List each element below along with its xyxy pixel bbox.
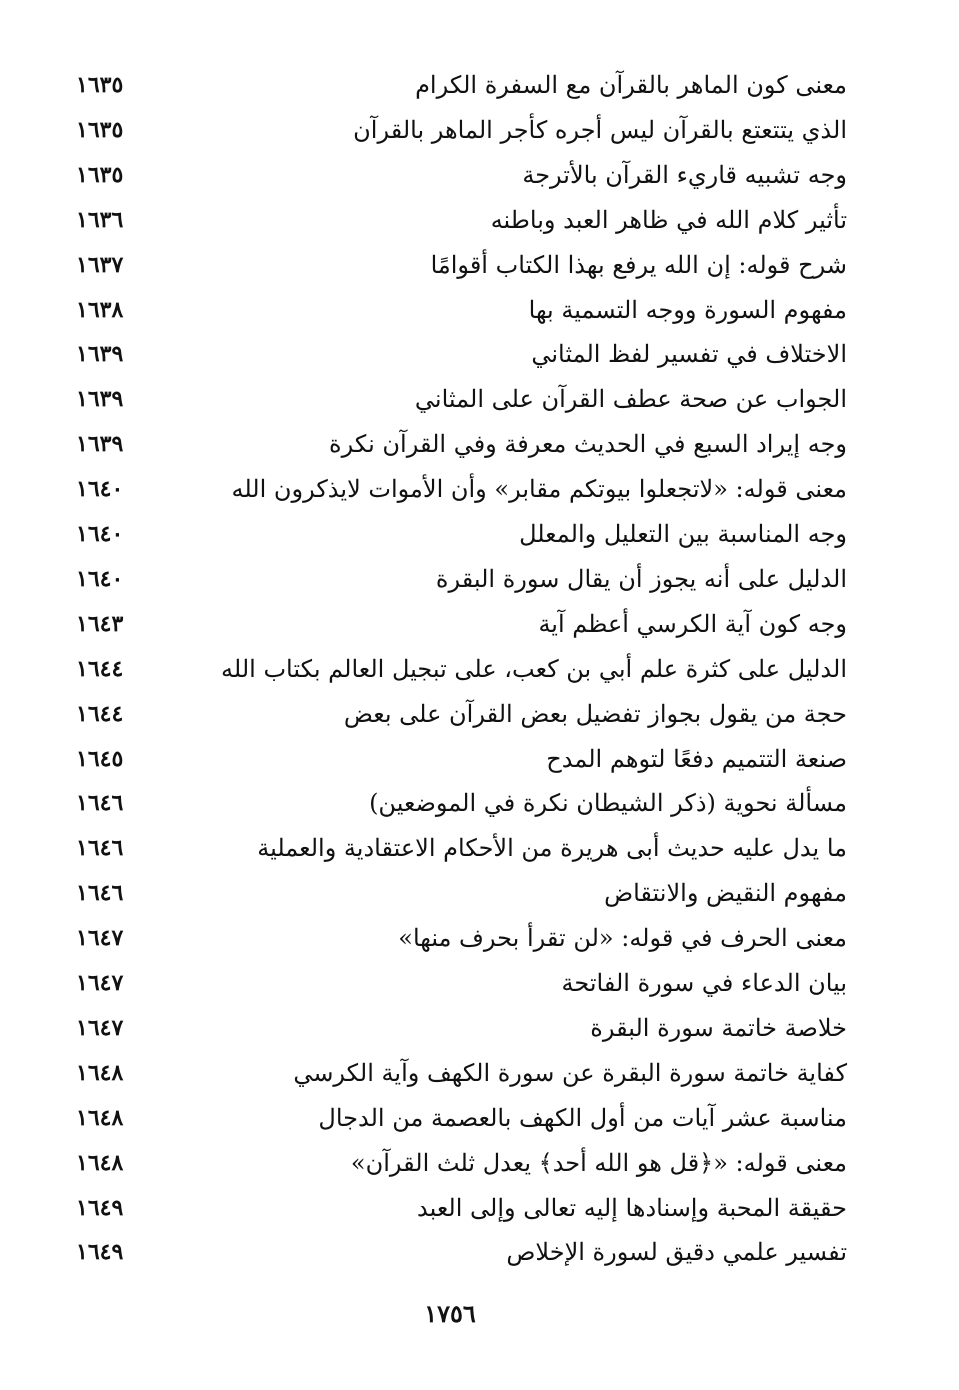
toc-entry	[0, 557, 959, 602]
toc-entry	[0, 1141, 959, 1186]
toc-entry	[0, 1096, 959, 1141]
toc-entry-page: ١٦٤٨	[76, 1104, 124, 1131]
toc-entry-title: تأثير كلام الله في ظاهر العبد وباطنه	[490, 205, 847, 234]
toc-entry-page: ١٦٣٩	[76, 431, 124, 458]
toc-entry-title: الاختلاف في تفسير لفظ المثاني	[531, 340, 847, 369]
toc-entry	[0, 1051, 959, 1096]
toc-entry	[0, 647, 959, 692]
toc-entry-page: ١٦٣٧	[76, 251, 124, 278]
toc-entry-page: ١٦٣٥	[76, 161, 124, 188]
toc-entry-page: ١٦٣٥	[76, 72, 124, 98]
toc-entry-page: ١٦٤٣	[76, 610, 124, 637]
toc-entry	[0, 916, 959, 961]
toc-entry-page: ١٦٤٩	[76, 1239, 124, 1266]
toc-entry-page: ١٦٤٦	[76, 790, 124, 817]
toc-entry-title: تفسير علمي دقيق لسورة الإخلاص	[506, 1238, 847, 1267]
toc-entry	[0, 871, 959, 916]
toc-entry-page: ١٦٤٦	[76, 835, 124, 862]
toc-entry	[0, 243, 959, 288]
toc-entry	[0, 602, 959, 647]
toc-entry	[0, 288, 959, 333]
toc-entry-title: وجه تشبيه قاريء القرآن بالأترجة	[522, 160, 847, 189]
toc-entry-page: ١٦٤٥	[76, 745, 124, 772]
toc-entry-title: حجة من يقول بجواز تفضيل بعض القرآن على بعض	[343, 699, 847, 728]
toc-entry-title: وجه إيراد السبع في الحديث معرفة وفي القرآن نكرة	[329, 430, 847, 459]
toc-entry-title: خلاصة خاتمة سورة البقرة	[590, 1013, 847, 1042]
toc-entry	[0, 826, 959, 871]
toc-entry-page: ١٦٤٤	[76, 700, 124, 727]
toc-entry	[0, 198, 959, 243]
toc-entry-title: معنى كون الماهر بالقرآن مع السفرة الكرام	[415, 71, 847, 99]
toc-entry-title: وجه كون آية الكرسي أعظم آية	[538, 609, 847, 638]
toc-entry-page: ١٦٤٨	[76, 1059, 124, 1086]
toc-entry-page: ١٦٤٧	[76, 925, 124, 952]
toc-entry-title: معنى قوله: «﴿قل هو الله أحد﴾ يعدل ثلث القرآن»	[350, 1148, 847, 1177]
toc-entry-title: وجه المناسبة بين التعليل والمعلل	[519, 520, 847, 548]
toc-entry	[0, 332, 959, 377]
toc-entry-title: معنى الحرف في قوله: «لن تقرأ بحرف منها»	[398, 924, 847, 953]
toc-entry	[0, 1230, 959, 1275]
toc-entry	[0, 1006, 959, 1051]
toc-entry	[0, 692, 959, 737]
toc-entry	[0, 467, 959, 512]
toc-entry-page: ١٦٤٠	[76, 565, 124, 592]
toc-entry	[0, 781, 959, 826]
toc-entry-title: مفهوم السورة ووجه التسمية بها	[528, 295, 847, 324]
toc-entry-title: بيان الدعاء في سورة الفاتحة	[561, 969, 847, 997]
toc-entry	[0, 377, 959, 422]
toc-entry-page: ١٦٣٨	[76, 296, 124, 323]
toc-entry-title: ما يدل عليه حديث أبى هريرة من الأحكام الاعتقادية والعملية	[257, 834, 847, 863]
toc-entry-title: شرح قوله: إن الله يرفع بهذا الكتاب أقوامًا	[430, 250, 847, 279]
toc-entry-title: معنى قوله: «لاتجعلوا بيوتكم مقابر» وأن الأموات لايذكرون الله	[231, 475, 847, 504]
toc-entry-page: ١٦٣٥	[76, 116, 124, 143]
toc-entry-page: ١٦٣٦	[76, 206, 124, 233]
toc-entry-title: حقيقة المحبة وإسنادها إليه تعالى وإلى العبد	[417, 1193, 847, 1222]
toc-entry-title: مناسبة عشر آيات من أول الكهف بالعصمة من الدجال	[318, 1103, 847, 1132]
toc-entry-page: ١٦٤٠	[76, 476, 124, 503]
toc-entry-title: الجواب عن صحة عطف القرآن على المثاني	[414, 385, 847, 414]
toc-entry-page: ١٦٣٩	[76, 386, 124, 413]
toc-entry-title: الدليل على كثرة علم أبي بن كعب، على تبجيل العالم بكتاب الله	[221, 654, 847, 683]
toc-entry-title: مسألة نحوية (ذكر الشيطان نكرة في الموضعين)	[369, 789, 847, 818]
toc-entry-page: ١٦٤٧	[76, 970, 124, 996]
toc-entry	[0, 961, 959, 1006]
toc-entry	[0, 737, 959, 782]
toc-entry-page: ١٦٤٠	[76, 521, 124, 547]
toc-entry	[0, 108, 959, 153]
toc-entry-title: الذي يتتعتع بالقرآن ليس أجره كأجر الماهر بالقرآن	[353, 115, 847, 144]
toc-entry-page: ١٦٤٨	[76, 1149, 124, 1176]
toc-entry-title: مفهوم النقيض والانتقاض	[604, 879, 847, 908]
page-number: ١٧٥٦	[424, 1299, 476, 1328]
toc-entry	[0, 512, 959, 557]
toc-entry-page: ١٦٤٩	[76, 1194, 124, 1221]
toc-entry	[0, 63, 959, 108]
toc-entry-page: ١٦٤٤	[76, 655, 124, 682]
toc-entry-page: ١٦٤٦	[76, 880, 124, 907]
toc-entry-title: الدليل على أنه يجوز أن يقال سورة البقرة	[435, 564, 847, 593]
toc-entry-title: كفاية خاتمة سورة البقرة عن سورة الكهف وآية الكرسي	[293, 1058, 847, 1087]
toc-entry	[0, 1186, 959, 1231]
toc-entry-page: ١٦٤٧	[76, 1014, 124, 1041]
toc-entry-page: ١٦٣٩	[76, 341, 124, 368]
toc-entry	[0, 422, 959, 467]
table-of-contents	[0, 63, 959, 1283]
toc-entry	[0, 153, 959, 198]
toc-entry-title: صنعة التتميم دفعًا لتوهم المدح	[546, 744, 847, 773]
